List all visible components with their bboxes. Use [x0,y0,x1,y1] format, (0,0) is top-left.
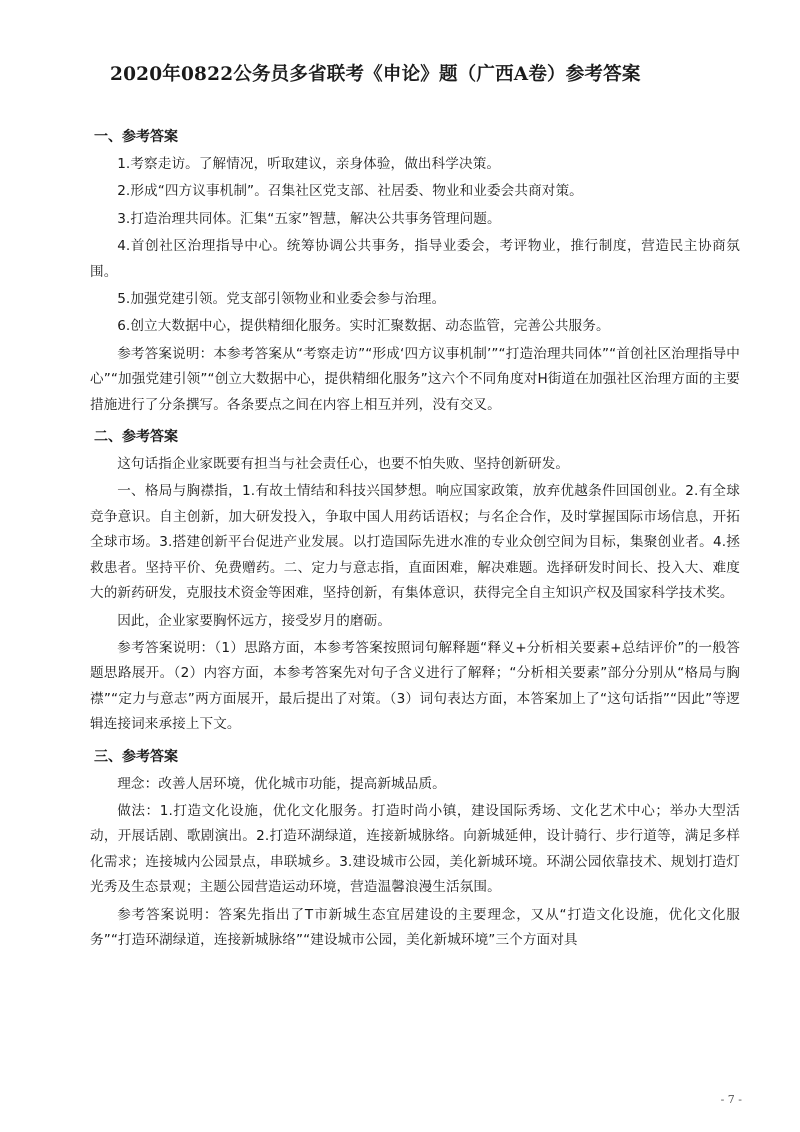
answer-paragraph: 做法：1.打造文化设施，优化文化服务。打造时尚小镇，建设国际秀场、文化艺术中心；举办大型活动，开展话剧、歌剧演出。2.打造环湖绿道，连接新城脉络。向新城延伸，设计骑行、步行道等，满足多样化需求；连接城内公园景点，串联城乡。3.建设城市公园，美化新城环境。环湖公园依靠技术、规划打造灯光秀及生态景观；主题公园营造运动环境，营造温馨浪漫生活氛围。 [90,802,740,896]
document-body [90,118,740,955]
section-heading: 二、参考答案 [94,429,178,446]
page-number: - 7 - [720,1093,742,1106]
answer-explanation: 参考答案说明：本参考答案从“考察走访”“形成‘四方议事机制’”“打造治理共同体”“首创社区治理指导中心”“加强党建引领”“创立大数据中心，提供精细化服务”这六个不同角度对H街道在加强社区治理方面的主要措施进行了分条撰写。各条要点之间在内容上相互并列，没有交叉。 [90,345,740,413]
answer-item: 2.形成“四方议事机制”。召集社区党支部、社居委、物业和业委会共商对策。 [117,183,583,200]
answer-item: 4.首创社区治理指导中心。统筹协调公共事务，指导业委会，考评物业，推行制度，营造民主协商氛围。 [90,238,740,280]
section-heading: 三、参考答案 [94,748,178,765]
answer-explanation: 参考答案说明：答案先指出了T市新城生态宜居建设的主要理念，又从“打造文化设施，优化文化服务”“打造环湖绿道，连接新城脉络”“建设城市公园，美化新城环境”三个方面对具 [90,906,740,948]
answer-item: 1.考察走访。了解情况，听取建议，亲身体验，做出科学决策。 [117,156,501,172]
answer-paragraph: 这句话指企业家既要有担当与社会责任心，也要不怕失败、坚持创新研发。 [117,456,570,473]
answer-item: 5.加强党建引领。党支部引领物业和业委会参与治理。 [117,291,446,308]
section-heading: 一、参考答案 [94,129,178,145]
document-title: 2020年0822公务员多省联考《申论》题（广西A卷）参考答案 [110,64,641,85]
section-2 [90,426,740,737]
answer-item: 3.打造治理共同体。汇集“五家”智慧，解决公共事务管理问题。 [117,210,501,227]
answer-item: 6.创立大数据中心，提供精细化服务。实时汇聚数据、动态监管，完善公共服务。 [117,318,610,335]
section-3 [90,746,740,954]
answer-paragraph: 因此，企业家要胸怀远方，接受岁月的磨砺。 [117,612,392,629]
section-1 [90,126,740,418]
answer-paragraph: 理念：改善人居环境，优化城市功能，提高新城品质。 [117,775,446,792]
answer-paragraph: 一、格局与胸襟指，1.有故土情结和科技兴国梦想。响应国家政策，放弃优越条件回国创业。2.有全球竞争意识。自主创新，加大研发投入，争取中国人用药话语权；与名企合作，及时掌握国际市场信息，开拓全球市场。3.搭建创新平台促进产业发展。以打造国际先进水准的专业众创空间为目标，集聚创业者。4.拯救患者。坚持平价、免费赠药。二、定力与意志指，直面困难，解决难题。选择研发时间长、投入大、难度大的新药研发，克服技术资金等困难，坚持创新，有集体意识，获得完全自主知识产权及国家科学技术奖。 [90,483,740,602]
answer-explanation: 参考答案说明：（1）思路方面，本参考答案按照词句解释题“释义+分析相关要素+总结评价”的一般答题思路展开。（2）内容方面，本参考答案先对句子含义进行了解释；“分析相关要素”部分分别从“格局与胸襟”“定力与意志”两方面展开，最后提出了对策。（3）词句表达方面，本答案加上了“这句话指”“因此”等逻辑连接词来承接上下文。 [90,639,740,733]
